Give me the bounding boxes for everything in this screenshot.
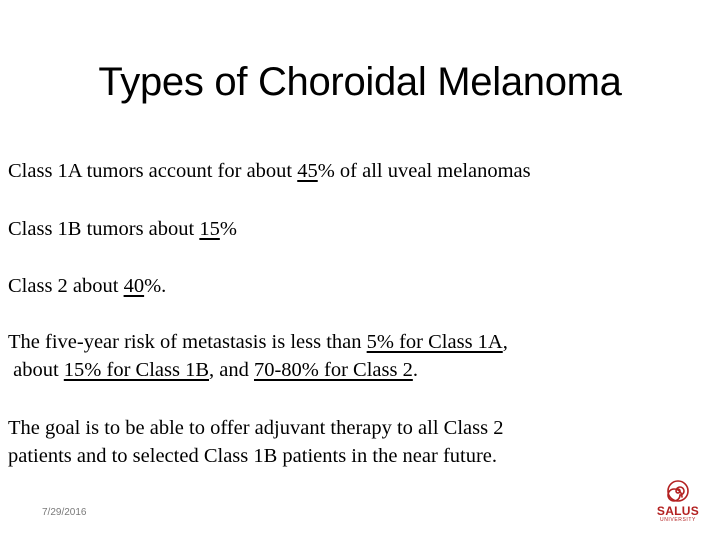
text-run: . bbox=[412, 359, 418, 381]
slide-date: 7/29/2016 bbox=[42, 507, 87, 518]
text-run: Class 1B tumors about bbox=[8, 218, 200, 240]
underlined-value: 40 bbox=[123, 275, 145, 297]
logo-subtitle: UNIVERSITY bbox=[659, 517, 696, 523]
slide-title: Types of Choroidal Melanoma bbox=[98, 60, 622, 104]
text-run: , and bbox=[209, 359, 254, 381]
bullet-class-1b bbox=[8, 215, 708, 243]
bullet-class-1a bbox=[8, 157, 708, 185]
text-run: The five-year risk of metastasis is less than bbox=[8, 331, 367, 353]
salus-university-logo bbox=[652, 478, 704, 524]
underlined-value: 15% for Class 1B bbox=[63, 359, 209, 381]
underlined-value: 5% for Class 1A bbox=[366, 331, 503, 353]
metastasis-risk-paragraph bbox=[8, 328, 708, 384]
bullet-class-2 bbox=[8, 272, 708, 300]
text-run: %. bbox=[144, 275, 167, 297]
text-run: % of all uveal melanomas bbox=[317, 160, 531, 182]
text-run: patients and to selected Class 1B patients in the near future. bbox=[8, 445, 498, 467]
logo-wordmark: SALUS bbox=[656, 504, 700, 518]
text-run: % bbox=[219, 218, 237, 240]
goal-paragraph bbox=[8, 414, 708, 470]
underlined-value: 70-80% for Class 2 bbox=[253, 359, 413, 381]
text-run: about bbox=[8, 359, 64, 381]
underlined-value: 45 bbox=[297, 160, 318, 182]
text-run: , bbox=[502, 331, 508, 353]
underlined-value: 15 bbox=[199, 218, 220, 240]
text-run: Class 2 about bbox=[8, 275, 124, 297]
text-run: The goal is to be able to offer adjuvant therapy to all Class 2 bbox=[8, 417, 504, 439]
spiral-icon bbox=[652, 478, 704, 504]
text-run: Class 1A tumors account for about bbox=[8, 160, 298, 182]
